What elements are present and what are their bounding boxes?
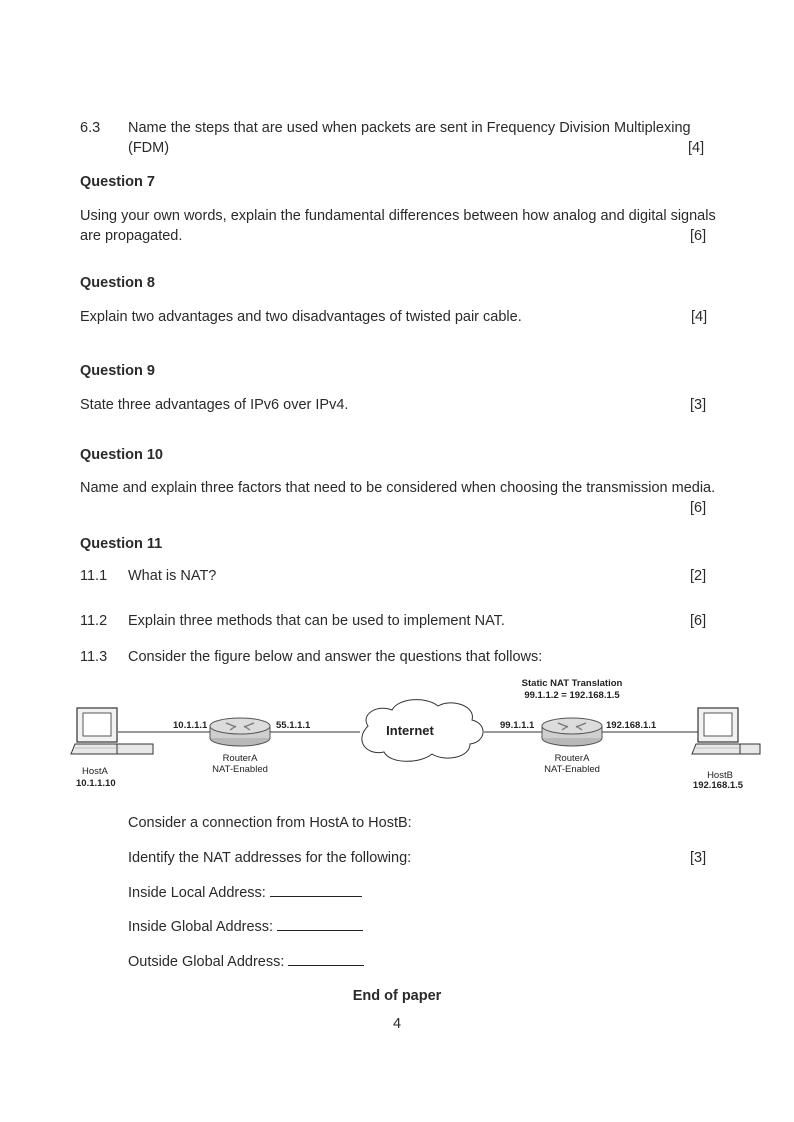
- answer-line-inside-global: [128, 916, 363, 937]
- router-left-sub: NAT-Enabled: [212, 764, 268, 775]
- router-right-sub: NAT-Enabled: [544, 764, 600, 775]
- answer-line-inside-local: [128, 882, 362, 903]
- answer-blank[interactable]: [277, 916, 363, 931]
- marks: [6]: [690, 613, 707, 629]
- hostB-ip: 192.168.1.5: [692, 780, 744, 791]
- marks: [6]: [690, 228, 707, 244]
- nat-network-diagram: [0, 670, 794, 800]
- answer-label: Inside Global Address:: [128, 919, 274, 935]
- marks: [3]: [690, 397, 707, 413]
- marks: [4]: [691, 309, 708, 325]
- question-heading: Question 10: [80, 447, 163, 463]
- internet-label: Internet: [386, 723, 434, 738]
- question-heading: Question 8: [80, 275, 155, 291]
- question-text: What is NAT?: [128, 568, 217, 584]
- router-left-icon: [210, 718, 270, 746]
- router-left-name: RouterA: [222, 753, 258, 764]
- page-number: 4: [392, 1016, 402, 1032]
- question-heading: Question 9: [80, 363, 155, 379]
- marks: [4]: [688, 140, 705, 156]
- question-number: 11.2: [80, 613, 108, 629]
- question-number: 11.3: [80, 649, 108, 665]
- question-text: Consider the figure below and answer the questions that follows:: [128, 649, 543, 665]
- hostA-computer-icon: [71, 708, 153, 754]
- router-right-ip-in: 192.168.1.1: [606, 720, 657, 731]
- question-text: Using your own words, explain the fundamental differences between how analog and digital signals are propagated.: [80, 208, 716, 244]
- question-text: Name the steps that are used when packets are sent in Frequency Division Multiplexing (FDM): [128, 120, 691, 156]
- answer-label: Inside Local Address:: [128, 885, 266, 901]
- question-number: 11.1: [80, 568, 108, 584]
- router-right-name: RouterA: [554, 753, 590, 764]
- question-text: Consider a connection from HostA to HostB:: [128, 815, 412, 831]
- hostA-name: HostA: [82, 766, 108, 777]
- question-number: 6.3: [80, 120, 101, 136]
- static-nat-mapping: 99.1.1.2 = 192.168.1.5: [524, 690, 620, 701]
- marks: [6]: [690, 500, 707, 516]
- question-text: Identify the NAT addresses for the following:: [128, 850, 412, 866]
- question-text: Explain three methods that can be used to implement NAT.: [128, 613, 505, 629]
- marks: [3]: [690, 850, 707, 866]
- question-heading: Question 11: [80, 536, 163, 552]
- marks: [2]: [690, 568, 707, 584]
- answer-line-outside-global: [128, 951, 364, 972]
- question-text: Name and explain three factors that need to be considered when choosing the transmission media.: [80, 480, 716, 496]
- question-heading: Question 7: [80, 174, 155, 190]
- question-text: Explain two advantages and two disadvantages of twisted pair cable.: [80, 309, 522, 325]
- answer-blank[interactable]: [288, 951, 364, 966]
- answer-label: Outside Global Address:: [128, 954, 285, 970]
- router-right-ip-out: 99.1.1.1: [500, 720, 535, 731]
- question-text: State three advantages of IPv6 over IPv4.: [80, 397, 349, 413]
- router-left-ip-in: 10.1.1.1: [173, 720, 208, 731]
- static-nat-title: Static NAT Translation: [521, 678, 623, 689]
- hostA-ip: 10.1.1.10: [76, 778, 116, 789]
- router-right-icon: [542, 718, 602, 746]
- router-left-ip-out: 55.1.1.1: [276, 720, 311, 731]
- end-of-paper: End of paper: [352, 988, 442, 1004]
- answer-blank[interactable]: [270, 882, 362, 897]
- hostB-name: HostB: [707, 770, 733, 781]
- hostB-computer-icon: [692, 708, 760, 754]
